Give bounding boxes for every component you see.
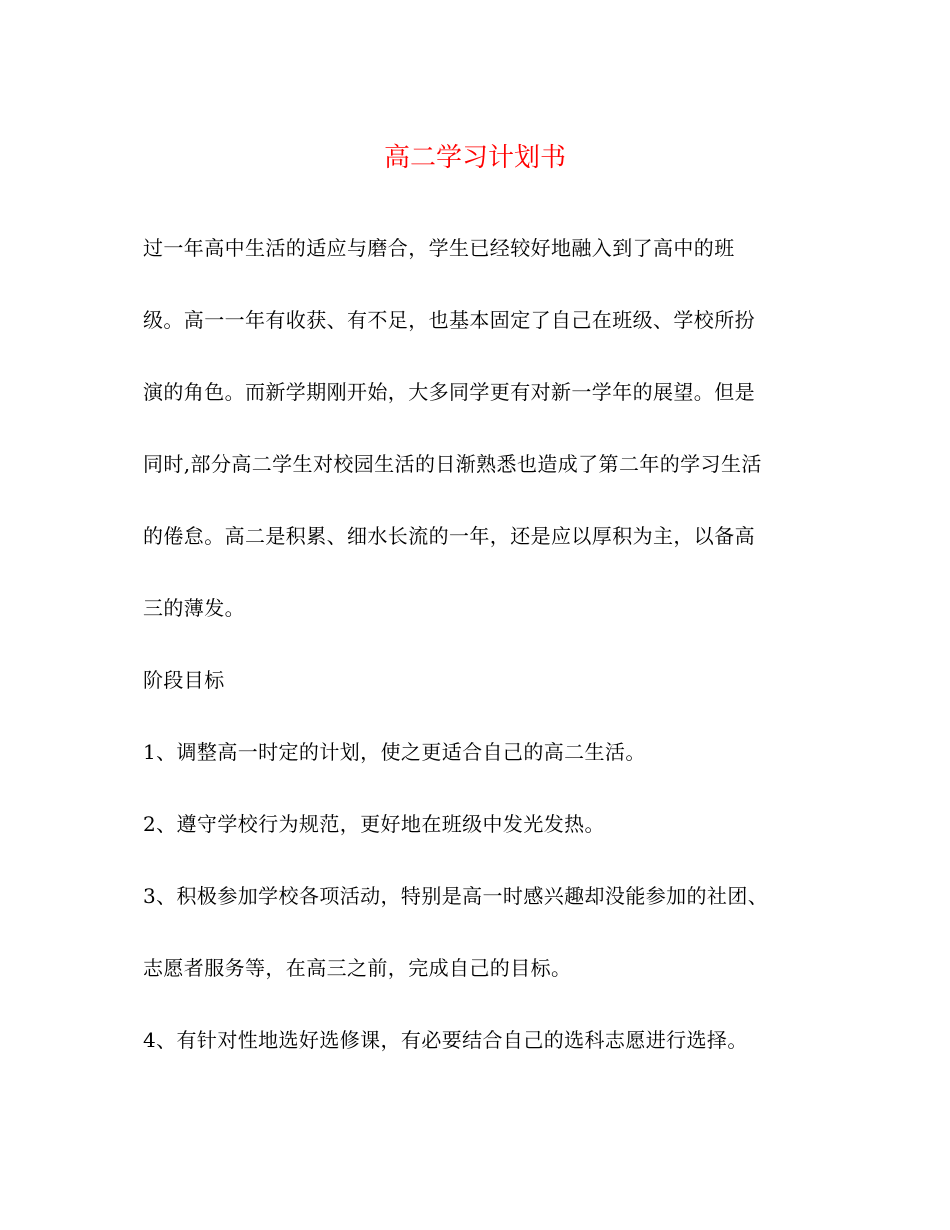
intro-line-4: 同时,部分高二学生对校园生活的日渐熟悉也造成了第二年的学习生活	[143, 452, 762, 476]
intro-line-1: 过一年高中生活的适应与磨合，学生已经较好地融入到了高中的班	[143, 236, 735, 260]
goal-item-4: 4、有针对性地选好选修课，有必要结合自己的选科志愿进行选择。	[143, 1028, 748, 1052]
intro-line-3: 演的角色。而新学期刚开始，大多同学更有对新一学年的展望。但是	[143, 380, 755, 404]
goal-item-3-line-1: 3、积极参加学校各项活动，特别是高一时感兴趣却没能参加的社团、	[143, 884, 769, 908]
goal-item-1: 1、调整高一时定的计划，使之更适合自己的高二生活。	[143, 740, 646, 764]
intro-line-5: 的倦怠。高二是积累、细水长流的一年，还是应以厚积为主，以备高	[143, 524, 755, 548]
intro-line-6: 三的薄发。	[143, 596, 245, 620]
goal-item-3-line-2: 志愿者服务等，在高三之前，完成自己的目标。	[143, 956, 572, 980]
intro-line-2: 级。高一一年有收获、有不足，也基本固定了自己在班级、学校所扮	[143, 308, 755, 332]
section-heading-goals: 阶段目标	[143, 668, 225, 692]
document-body	[143, 226, 815, 1090]
goal-item-2: 2、遵守学校行为规范，更好地在班级中发光发热。	[143, 812, 605, 836]
document-title: 高二学习计划书	[383, 143, 566, 173]
